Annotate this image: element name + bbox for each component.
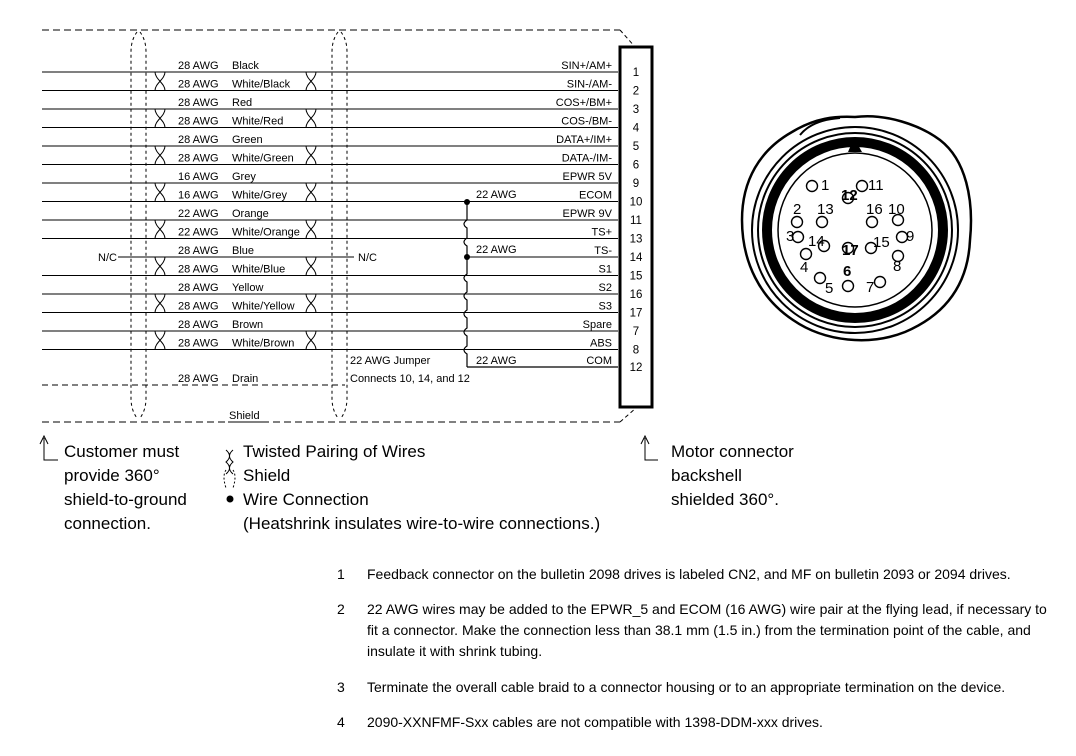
signal-label: S1 [598,263,612,276]
twist-symbol [155,183,165,202]
connector-pin-number: 6 [843,263,852,280]
jumper-wire [464,200,467,367]
connector-pin-socket [875,277,886,288]
twist-symbol [306,294,316,313]
shield-left-outer [131,32,137,418]
wire-gauge: 28 AWG [178,152,219,165]
pin-number: 1 [632,67,640,79]
footnote-text: Terminate the overall cable braid to a connector housing or to an appropriate termination on the device. [367,679,1006,695]
wire-color: White/Yellow [232,300,295,313]
wire-gauge: 22 AWG [178,226,219,239]
footnote-text: 22 AWG wires may be added to the EPWR_5 and ECOM (16 AWG) wire pair at the flying lead, if necessary to [367,601,1047,617]
legend-heatshrink: (Heatshrink insulates wire-to-wire connections.) [243,514,601,533]
connector-pin-number: 13 [817,201,834,218]
footnote-number: 1 [337,566,345,582]
wire-color: White/Green [232,152,294,165]
signal-label: DATA+/IM+ [556,134,612,146]
connector-pin-socket [843,281,854,292]
wire-gauge: 28 AWG [178,337,219,350]
footnote-number: 4 [337,714,345,730]
legend-symbols [224,442,600,533]
connector-pin-number: 15 [873,234,890,251]
twist-symbol [306,331,316,350]
signal-label-com: COM [586,355,612,367]
footnote-number: 2 [337,601,345,617]
connector-pin-number: 16 [866,201,883,218]
jumper-gauge-ecom: 22 AWG [476,189,517,201]
pin-number: 14 [629,252,643,264]
twist-symbol [155,109,165,128]
connector-pin-number: 5 [825,280,834,297]
wire-color: Yellow [232,282,264,294]
connector-pin-number: 2 [793,201,802,218]
customer-note-line1: Customer must [64,442,180,461]
wire-gauge: 28 AWG [178,300,219,313]
legend-shield: Shield [243,466,291,485]
wire-color: Grey [232,171,256,183]
connector-face [742,116,971,340]
wire-gauge: 28 AWG [178,60,219,72]
wire-connection-dot-ts-minus [464,254,470,260]
connector-pin-socket [815,273,826,284]
signal-label: ABS [589,337,612,350]
signal-label: COS-/BM- [561,115,612,128]
connector-pin-number: 8 [893,258,902,275]
twist-symbol [155,146,165,165]
wire-group [42,60,618,350]
twisted-pair-icon [226,450,230,474]
cable-boundary-corner-bottom [620,408,636,422]
twist-symbol [155,72,165,91]
wire-gauge: 22 AWG [178,208,219,220]
pin-number: 17 [629,307,643,320]
cable-boundary-corner [620,30,636,48]
pin-number: 7 [632,326,640,338]
twist-symbol [306,72,316,91]
wire-gauge: 28 AWG [178,78,219,91]
signal-label: S2 [598,282,612,294]
shield-left-inner [140,32,146,418]
twisted-pair-icon-b [230,450,234,474]
connector-pin-socket [792,217,803,228]
motor-note-line3: shielded 360°. [671,490,779,509]
pin-number: 8 [632,344,640,357]
legend-motor [641,436,794,509]
motor-note-line2: backshell [671,466,742,485]
wire-color: White/Blue [232,263,286,276]
connector-pin-socket [817,217,828,228]
drain-gauge: 28 AWG [178,373,219,385]
wire-gauge: 28 AWG [178,97,219,109]
pin-number: 15 [629,270,643,283]
pin-number: 13 [629,233,643,246]
legend-twisted-pairing: Twisted Pairing of Wires [243,442,426,461]
twist-symbol [306,183,316,202]
wire-connection-icon [227,496,234,503]
connector-pin-number: 9 [906,228,915,245]
footnotes [337,566,1047,730]
wire-connection-dot-ecom [464,199,470,205]
wire-color: White/Brown [232,337,295,350]
twist-symbol [306,109,316,128]
wire-color: Green [232,134,263,146]
customer-note-line4: connection. [64,514,151,533]
pin-number: 5 [632,141,640,153]
twist-symbol [306,257,316,276]
wire-color: White/Orange [232,226,300,239]
wire-color: White/Red [232,115,284,128]
nc-left-label: N/C [98,252,117,264]
connector-pin-number: 17 [842,242,859,259]
signal-label: DATA-/IM- [561,152,612,165]
connector-pin-socket [857,181,868,192]
shield-right-inner [341,32,347,418]
wire-gauge: 28 AWG [178,134,219,146]
wire-gauge: 28 AWG [178,319,219,331]
jumper-note-line2: Connects 10, 14, and 12 [350,373,470,385]
connector-face-pins [786,177,914,297]
signal-label: Spare [582,319,612,331]
wire-gauge: 28 AWG [178,282,219,294]
footnote-number: 3 [337,679,345,695]
jumper-gauge-ts: 22 AWG [476,244,517,256]
motor-note-line1: Motor connector [671,442,794,461]
pin-number: 6 [632,159,640,172]
pin-number: 2 [632,85,640,98]
legend-customer [40,436,187,533]
drain-label: Drain [232,373,259,385]
wire-gauge: 16 AWG [178,171,219,183]
signal-label: S3 [598,300,612,313]
twist-symbol [155,294,165,313]
nc-right-label: N/C [358,252,377,264]
legend-wire-connection: Wire Connection [243,490,369,509]
wire-color: Blue [232,245,255,257]
connector-pin-number: 14 [808,233,825,250]
pin-number: 4 [632,122,640,135]
connector-pin-number: 10 [888,201,905,218]
signal-label: SIN+/AM+ [561,60,612,72]
connector-ring-1 [752,127,958,333]
connector-pin-socket [867,217,878,228]
wire-color: Black [232,60,259,72]
signal-label: TS- [594,245,612,257]
twist-symbol [155,220,165,239]
wire-color: White/Black [232,78,291,91]
footnote-text: 2090-XXNFMF-Sxx cables are not compatible with 1398-DDM-xxx drives. [367,714,823,730]
connector-pin-number: 7 [866,279,875,296]
twist-symbol [306,220,316,239]
jumper-gauge-com: 22 AWG [476,355,517,367]
footnote-text: fit a connector. Make the connection less than 38.1 mm (1.5 in.) from the termination point of the cable, and [367,622,1031,638]
footnote-text: insulate it with shrink tubing. [367,643,543,659]
shield-right-outer [332,32,338,418]
twist-symbol [306,146,316,165]
signal-label: EPWR 5V [562,171,612,183]
wire-gauge: 16 AWG [178,189,219,202]
shield-icon [224,470,235,488]
pin-number: 9 [632,178,640,190]
wire-gauge: 28 AWG [178,245,219,257]
jumper-note-line1: 22 AWG Jumper [350,355,431,367]
connector-pin-number: 12 [841,187,858,204]
wire-color: White/Grey [232,189,288,202]
wire-gauge: 28 AWG [178,263,219,276]
wire-color: Brown [232,319,264,331]
shield-label: Shield [229,410,260,422]
twist-symbol [155,331,165,350]
arrow-icon [645,438,658,460]
signal-label: ECOM [579,189,612,202]
connector-pin-socket [807,181,818,192]
signal-label: EPWR 9V [562,208,612,220]
pin-number: 16 [629,289,643,301]
pin-number: 10 [629,196,643,209]
customer-note-line3: shield-to-ground [64,490,187,509]
connector-pin-number: 1 [821,177,830,194]
footnote-text: Feedback connector on the bulletin 2098 drives is labeled CN2, and MF on bulletin 2093 or 2094 drives. [367,566,1011,582]
connector-pin-socket [801,249,812,260]
twist-symbol [155,257,165,276]
signal-label: TS+ [591,226,612,239]
connector-pin-number: 11 [868,177,884,194]
connector-pin-number: 3 [786,228,795,245]
signal-label: COS+/BM+ [555,97,612,109]
customer-note-line2: provide 360° [64,466,160,485]
pin-number: 3 [632,104,640,116]
pin-number: 11 [630,215,642,227]
wire-color: Red [232,97,253,109]
wire-gauge: 28 AWG [178,115,219,128]
signal-label: SIN-/AM- [566,78,612,91]
pin-number-com: 12 [629,362,643,374]
connector-pin-number: 4 [800,259,809,276]
wire-color: Orange [232,208,269,220]
